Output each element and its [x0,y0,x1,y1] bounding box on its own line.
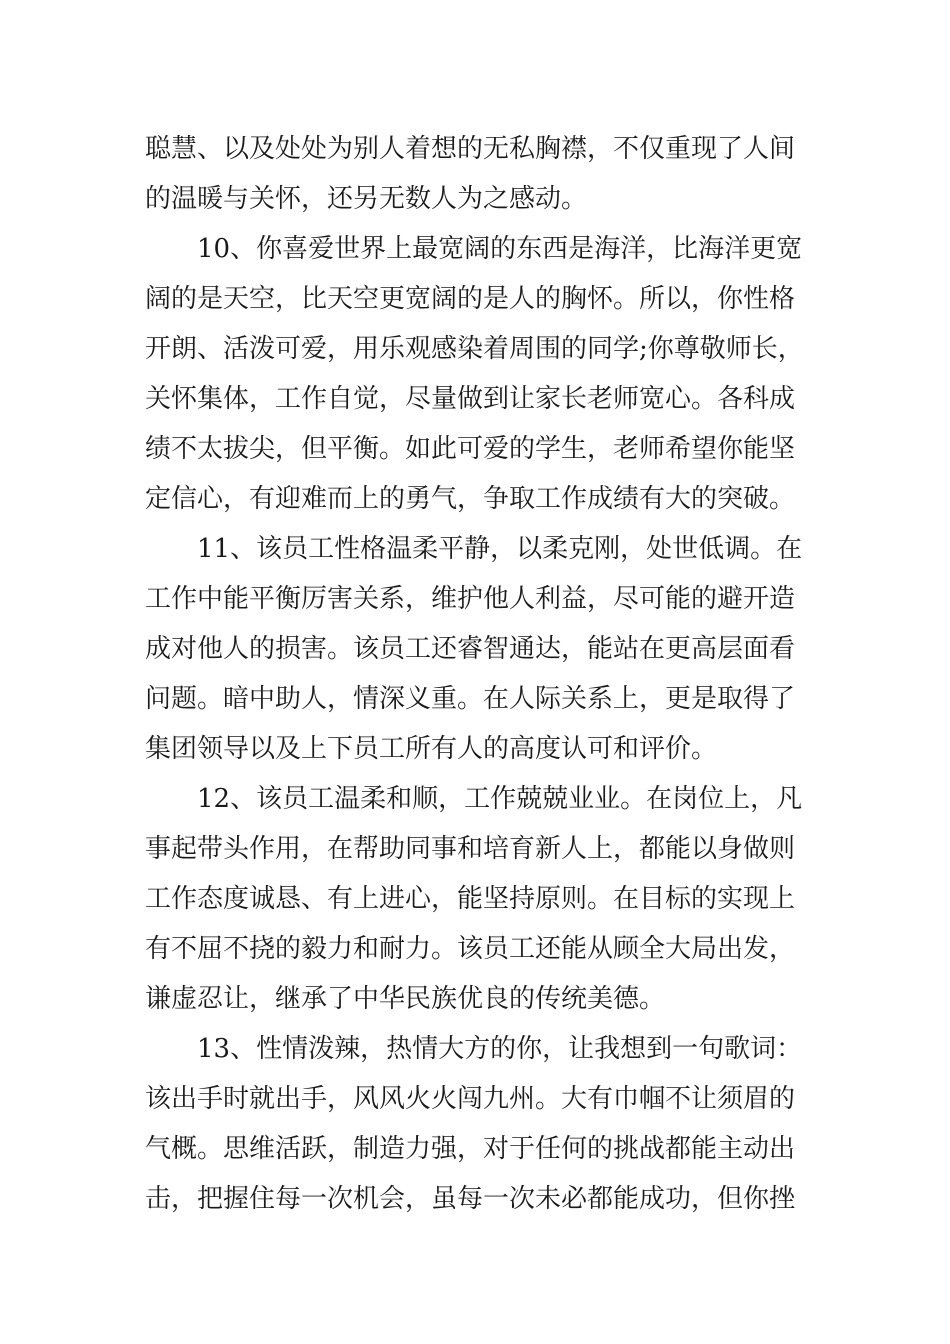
text-line: 定信心，有迎难而上的勇气，争取工作成绩有大的突破。 [145,484,796,514]
paragraph-start-12: 12、该员工温柔和顺，工作兢兢业业。在岗位上，凡 [197,784,803,814]
text-line: 该出手时就出手，风风火火闯九州。大有巾帼不让须眉的 [145,1084,796,1114]
text-line: 工作中能平衡厉害关系，维护他人利益，尽可能的避开造 [145,584,796,614]
text-line: 阔的是天空，比天空更宽阔的是人的胸怀。所以，你性格 [145,284,796,314]
paragraph-start-10: 10、你喜爱世界上最宽阔的东西是海洋，比海洋更宽 [197,234,803,264]
text-line: 的温暖与关怀，还另无数人为之感动。 [145,184,588,214]
text-line: 成对他人的损害。该员工还睿智通达，能站在更高层面看 [145,634,796,664]
text-line: 开朗、活泼可爱，用乐观感染着周围的同学;你尊敬师长， [145,334,804,364]
text-line: 集团领导以及上下员工所有人的高度认可和评价。 [145,734,718,764]
text-line: 工作态度诚恳、有上进心，能坚持原则。在目标的实现上 [145,884,796,914]
text-line: 事起带头作用，在帮助同事和培育新人上，都能以身做则 [145,834,796,864]
text-line: 关怀集体，工作自觉，尽量做到让家长老师宽心。各科成 [145,384,796,414]
text-line: 谦虚忍让，继承了中华民族优良的传统美德。 [145,984,666,1014]
text-line: 气概。思维活跃，制造力强，对于任何的挑战都能主动出 [145,1134,796,1164]
text-line: 击，把握住每一次机会，虽每一次未必都能成功，但你挫 [145,1184,796,1214]
text-line: 问题。暗中助人，情深义重。在人际关系上，更是取得了 [145,684,796,714]
paragraph-start-11: 11、该员工性格温柔平静，以柔克刚，处世低调。在 [197,534,803,564]
text-line: 有不屈不挠的毅力和耐力。该员工还能从顾全大局出发， [145,934,796,964]
text-line: 聪慧、以及处处为别人着想的无私胸襟，不仅重现了人间 [145,134,796,164]
paragraph-start-13: 13、性情泼辣，热情大方的你，让我想到一句歌词： [197,1034,803,1064]
text-line: 绩不太拔尖，但平衡。如此可爱的学生，老师希望你能坚 [145,434,796,464]
